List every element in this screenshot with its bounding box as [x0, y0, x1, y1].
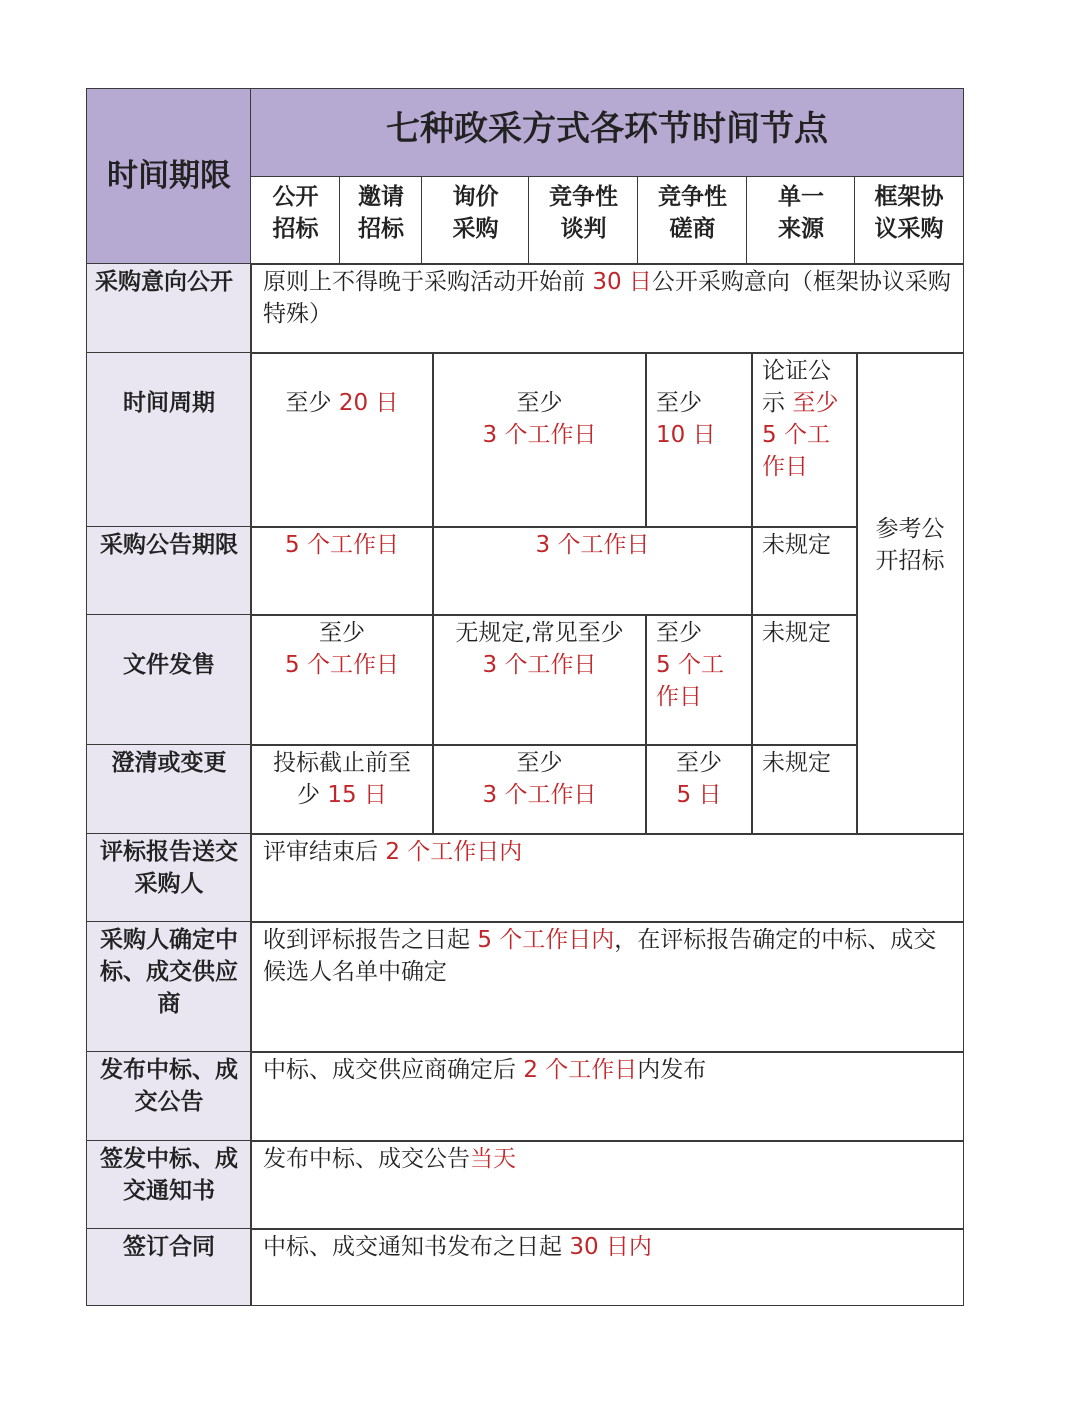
- period-consultation: [645, 352, 753, 528]
- text-part: 论证公示: [762, 358, 831, 416]
- text-part: 至少: [285, 390, 339, 416]
- highlight-text: 3 个工作日: [535, 532, 650, 558]
- corner-label: [86, 88, 252, 265]
- title-text: 七种政采方式各环节时间节点: [386, 108, 828, 149]
- row-label-text: 签订合同: [123, 1234, 215, 1260]
- method-line: 谈判: [560, 216, 607, 242]
- corner-text: 时间期限: [107, 158, 231, 194]
- highlight-text: 20 日: [338, 390, 399, 416]
- report-value: [250, 833, 964, 923]
- highlight-text: 15 日: [327, 782, 387, 808]
- text-part: 至少: [656, 620, 702, 646]
- method-line: 竞争性: [549, 184, 618, 210]
- text-part: 发布中标、成交公告: [263, 1146, 470, 1172]
- row-label-text: 采购人确定中标、成交供应商: [100, 927, 238, 1017]
- text-part: 收到评标报告之日起: [263, 927, 478, 953]
- method-line: 招标: [358, 216, 404, 242]
- text-part: 原则上不得晚于采购活动开始前: [263, 269, 593, 295]
- method-line: 单一: [778, 184, 824, 210]
- highlight-text: 2 个工作日: [523, 1057, 638, 1083]
- notice-single-source: [751, 526, 858, 616]
- method-line: 邀请: [358, 184, 404, 210]
- row-label-contract: [86, 1228, 252, 1306]
- method-header-open-tender: [250, 176, 341, 265]
- highlight-text: 3 个工作日: [482, 422, 597, 448]
- highlight-text: 5 个工作日内: [477, 927, 615, 953]
- method-header-negotiation: [528, 176, 639, 265]
- row-label-issue: [86, 1140, 252, 1230]
- highlight-text: 至少 5 个工作日: [762, 390, 839, 480]
- clarify-consultation: [645, 744, 753, 835]
- clarify-inquiry: [432, 744, 647, 835]
- notice-open-tender: [250, 526, 434, 616]
- text-part: 内发布: [637, 1057, 707, 1083]
- intent-value: [250, 263, 964, 354]
- period-inquiry: [432, 352, 647, 528]
- page-title: [250, 88, 964, 178]
- highlight-text: 5 个工作日: [285, 652, 399, 678]
- row-label-clarify: [86, 744, 252, 835]
- text-part: ，在评标报告确定的中标、成交候选人名单中确定: [263, 927, 937, 985]
- method-line: 磋商: [669, 216, 716, 242]
- method-line: 竞争性: [658, 184, 727, 210]
- row-label-publish: [86, 1051, 252, 1142]
- highlight-text: 3 个工作日: [482, 652, 597, 678]
- method-header-framework: [854, 176, 964, 265]
- method-header-inquiry: [421, 176, 530, 265]
- highlight-text: 30 日: [592, 269, 652, 295]
- text-part: 公开采购意向（框架协议采购特殊）: [263, 269, 951, 327]
- confirm-value: [250, 921, 964, 1053]
- issue-value: [250, 1140, 964, 1230]
- text-part: 中标、成交供应商确定后: [263, 1057, 524, 1083]
- row-label-text: 评标报告送交采购人: [100, 839, 238, 897]
- docs-inquiry: [432, 614, 647, 746]
- clarify-open-tender: [250, 744, 434, 835]
- publish-value: [250, 1051, 964, 1142]
- highlight-text: 5 个工作日: [285, 532, 399, 558]
- highlight-text: 30 日内: [569, 1234, 652, 1260]
- text-part: 未规定: [762, 620, 831, 646]
- highlight-text: 10 日: [656, 422, 716, 448]
- text-part: 至少: [319, 620, 365, 646]
- row-label-text: 澄清或变更: [111, 750, 227, 776]
- framework-reference: [856, 352, 964, 835]
- text-part: 评审结束后: [263, 839, 386, 865]
- method-line: 公开: [272, 184, 319, 210]
- text-part: 无规定,常见至少: [455, 620, 624, 646]
- row-label-docs: [86, 614, 252, 746]
- text-part: 未规定: [762, 532, 831, 558]
- row-label-text: 发布中标、成交公告: [100, 1057, 238, 1115]
- method-line: 框架协: [874, 184, 944, 210]
- text-part: 中标、成交通知书发布之日起: [263, 1234, 570, 1260]
- docs-consultation: [645, 614, 753, 746]
- row-label-text: 采购公告期限: [100, 532, 238, 558]
- row-label-notice: [86, 526, 252, 616]
- docs-open-tender: [250, 614, 434, 746]
- notice-others: [432, 526, 753, 616]
- highlight-text: 2 个工作日内: [385, 839, 523, 865]
- row-label-report: [86, 833, 252, 923]
- row-label-text: 签发中标、成交通知书: [100, 1146, 238, 1204]
- docs-single-source: [751, 614, 858, 746]
- row-label-text: 时间周期: [123, 390, 215, 416]
- method-line: 采购: [452, 216, 499, 242]
- highlight-text: 5 日: [676, 782, 722, 808]
- method-line: 询价: [452, 184, 499, 210]
- text-part: 至少: [516, 750, 563, 776]
- highlight-text: 当天: [470, 1146, 516, 1172]
- text-part: 投标截止前至少: [273, 750, 411, 808]
- reference-text: 参考公开招标: [875, 516, 945, 574]
- contract-value: [250, 1228, 964, 1306]
- method-header-single-source: [746, 176, 856, 265]
- row-label-text: 采购意向公开: [95, 269, 233, 295]
- text-part: 至少: [656, 390, 702, 416]
- period-single-source: [751, 352, 858, 528]
- row-label-text: 文件发售: [123, 652, 215, 678]
- method-header-invited-tender: [339, 176, 423, 265]
- method-header-consultation: [637, 176, 748, 265]
- highlight-text: 5 个工作日: [656, 652, 724, 710]
- row-label-period: [86, 352, 252, 528]
- text-part: 至少: [516, 390, 563, 416]
- clarify-single-source: [751, 744, 858, 835]
- period-open-tender: [250, 352, 434, 528]
- row-label-intent: [86, 263, 252, 354]
- method-line: 来源: [778, 216, 824, 242]
- highlight-text: 3 个工作日: [482, 782, 597, 808]
- method-line: 议采购: [874, 216, 944, 242]
- method-line: 招标: [272, 216, 319, 242]
- row-label-confirm: [86, 921, 252, 1053]
- text-part: 未规定: [762, 750, 831, 776]
- text-part: 至少: [676, 750, 722, 776]
